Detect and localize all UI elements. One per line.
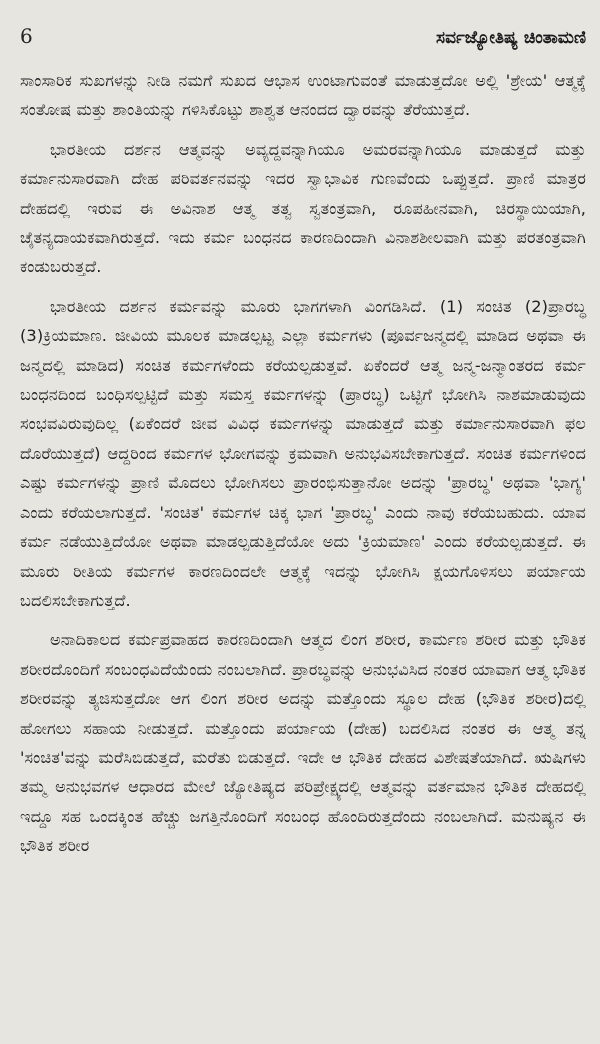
- paragraph-3: ಭಾರತೀಯ ದರ್ಶನ ಕರ್ಮವನ್ನು ಮೂರು ಭಾಗಗಳಾಗಿ ವಿಂಗಡಿಸಿದೆ. (1) ಸಂಚಿತ (2)ಪ್ರಾರಬ್ಧ (3)ಕ್ರಿಯಮಾಣ. ಜೀವಿಯ ಮೂಲಕ ಮಾಡಲ್ಪಟ್ಟ ಎಲ್ಲಾ ಕರ್ಮಗಳು (ಪೂರ್ವಜನ್ಮದಲ್ಲಿ ಮಾಡಿದ ಅಥವಾ ಈ ಜನ್ಮದಲ್ಲಿ ಮಾಡಿದ) ಸಂಚಿತ ಕರ್ಮಗಳೆಂದು ಕರೆಯಲ್ಪಡುತ್ತವೆ. ಏಕೆಂದರೆ ಆತ್ಮ ಜನ್ಮ-ಜನ್ಮಾಂತರದ ಕರ್ಮ ಬಂಧನದಿಂದ ಬಂಧಿಸಲ್ಪಟ್ಟಿದೆ ಮತ್ತು ಸಮಸ್ತ ಕರ್ಮಗಳನ್ನು (ಪ್ರಾರಬ್ಧ) ಒಟ್ಟಿಗೆ ಭೋಗಿಸಿ ನಾಶಮಾಡುವುದು ಸಂಭವವಿರುವುದಿಲ್ಲ (ಏಕೆಂದರೆ ಜೀವ ವಿವಿಧ ಕರ್ಮಗಳನ್ನು ಮಾಡುತ್ತದೆ ಮತ್ತು ಕರ್ಮಾನುಸಾರವಾಗಿ ಫಲ ದೊರೆಯುತ್ತದೆ) ಆದ್ದರಿಂದ ಕರ್ಮಗಳ ಭೋಗವನ್ನು ಕ್ರಮವಾಗಿ ಅನುಭವಿಸಬೇಕಾಗುತ್ತದೆ. ಸಂಚಿತ ಕರ್ಮಗಳಿಂದ ಎಷ್ಟು ಕರ್ಮಗಳನ್ನು ಪ್ರಾಣಿ ಮೊದಲು ಭೋಗಿಸಲು ಪ್ರಾರಂಭಿಸುತ್ತಾನೋ ಅದನ್ನು 'ಪ್ರಾರಬ್ಧ' ಅಥವಾ 'ಭಾಗ್ಯ' ಎಂದು ಕರೆಯಲಾಗುತ್ತದೆ. 'ಸಂಚಿತ' ಕರ್ಮಗಳ ಚಿಕ್ಕ ಭಾಗ 'ಪ್ರಾರಬ್ಧ' ಎಂದು ನಾವು ಕರೆಯಬಹುದು. ಯಾವ ಕರ್ಮ ನಡೆಯುತ್ತಿದೆಯೋ ಅಥವಾ ಮಾಡಲ್ಪಡುತ್ತಿದೆಯೋ ಅದು 'ಕ್ರಿಯಮಾಣ' ಎಂದು ಕರೆಯಲ್ಪಡುತ್ತದೆ. ಈ ಮೂರು ರೀತಿಯ ಕರ್ಮಗಳ ಕಾರಣದಿಂದಲೇ ಆತ್ಮಕ್ಕೆ ಇದನ್ನು ಭೋಗಿಸಿ ಕ್ಷಯಗೊಳಿಸಲು ಪರ್ಯಾಯ ಬದಲಿಸಬೇಕಾಗುತ್ತದೆ.: [20, 296, 586, 610]
- running-title: ಸರ್ವಜ್ಯೋತಿಷ್ಯ ಚಿಂತಾಮಣಿ: [436, 28, 586, 48]
- paragraph-4: ಅನಾದಿಕಾಲದ ಕರ್ಮಪ್ರವಾಹದ ಕಾರಣದಿಂದಾಗಿ ಆತ್ಮದ ಲಿಂಗ ಶರೀರ, ಕಾರ್ಮಣ ಶರೀರ ಮತ್ತು ಭೌತಿಕ ಶರೀರದೊಂದಿಗೆ ಸಂಬಂಧವಿದೆಯೆಂದು ನಂಬಲಾಗಿದೆ. ಪ್ರಾರಬ್ಧವನ್ನು ಅನುಭವಿಸಿದ ನಂತರ ಯಾವಾಗ ಆತ್ಮ ಭೌತಿಕ ಶರೀರವನ್ನು ತ್ಯಜಿಸುತ್ತದೋ ಆಗ ಲಿಂಗ ಶರೀರ ಅದನ್ನು ಮತ್ತೊಂದು ಸ್ಥೂಲ ದೇಹ (ಭೌತಿಕ ಶರೀರ)ದಲ್ಲಿ ಹೋಗಲು ಸಹಾಯ ನೀಡುತ್ತದೆ. ಮತ್ತೊಂದು ಪರ್ಯಾಯ (ದೇಹ) ಬದಲಿಸಿದ ನಂತರ ಈ ಆತ್ಮ ತನ್ನ 'ಸಂಚಿತ'ವನ್ನು ಮರೆಸಿಬಿಡುತ್ತದೆ, ಮರೆತು ಬಿಡುತ್ತದೆ. ಇದೇ ಆ ಭೌತಿಕ ದೇಹದ ವಿಶೇಷತೆಯಾಗಿದೆ. ಋಷಿಗಳು ತಮ್ಮ ಅನುಭವಗಳ ಆಧಾರದ ಮೇಲೆ ಜ್ಯೋತಿಷ್ಯದ ಪರಿಪ್ರೇಕ್ಷ್ಯದಲ್ಲಿ ಆತ್ಮವನ್ನು ವರ್ತಮಾನ ಭೌತಿಕ ದೇಹದಲ್ಲಿ ಇದ್ದೂ ಸಹ ಒಂದಕ್ಕಿಂತ ಹೆಚ್ಚು ಜಗತ್ತಿನೊಂದಿಗೆ ಸಂಬಂಧ ಹೊಂದಿರುತ್ತದೆಂದು ನಂಬಲಾಗಿದೆ. ಮನುಷ್ಯನ ಈ ಭೌತಿಕ ಶರೀರ: [20, 630, 586, 856]
- page-header: [20, 24, 586, 54]
- paragraph-2: ಭಾರತೀಯ ದರ್ಶನ ಆತ್ಮವನ್ನು ಅವ್ಯದ್ದವನ್ನಾಗಿಯೂ ಅಮರವನ್ನಾಗಿಯೂ ಮಾಡುತ್ತದೆ ಮತ್ತು ಕರ್ಮಾನುಸಾರವಾಗಿ ದೇಹ ಪರಿವರ್ತನವನ್ನು ಇದರ ಸ್ವಾಭಾವಿಕ ಗುಣವೆಂದು ಒಪ್ಪುತ್ತದೆ. ಪ್ರಾಣಿ ಮಾತ್ರರ ದೇಹದಲ್ಲಿ ಇರುವ ಈ ಅವಿನಾಶ ಆತ್ಮ ತತ್ವ ಸ್ವತಂತ್ರವಾಗಿ, ರೂಪಹೀನವಾಗಿ, ಚಿರಸ್ಥಾಯಿಯಾಗಿ, ಚೈತನ್ಯದಾಯಕವಾಗಿರುತ್ತದೆ. ಇದು ಕರ್ಮ ಬಂಧನದ ಕಾರಣದಿಂದಾಗಿ ವಿನಾಶಶೀಲವಾಗಿ ಮತ್ತು ಪರತಂತ್ರವಾಗಿ ಕಂಡುಬರುತ್ತದೆ.: [20, 139, 586, 277]
- page-number: 6: [20, 24, 33, 48]
- body-text: [20, 66, 586, 861]
- paragraph-1: ಸಾಂಸಾರಿಕ ಸುಖಗಳನ್ನು ನೀಡಿ ನಮಗೆ ಸುಖದ ಆಭಾಸ ಉಂಟಾಗುವಂತೆ ಮಾಡುತ್ತದೋ ಅಲ್ಲಿ 'ಶ್ರೇಯ' ಆತ್ಮಕ್ಕೆ ಸಂತೋಷ ಮತ್ತು ಶಾಂತಿಯನ್ನು ಗಳಿಸಿಕೊಟ್ಟು ಶಾಶ್ವತ ಆನಂದದ ದ್ವಾರವನ್ನು ತೆರೆಯುತ್ತದೆ.: [20, 71, 586, 120]
